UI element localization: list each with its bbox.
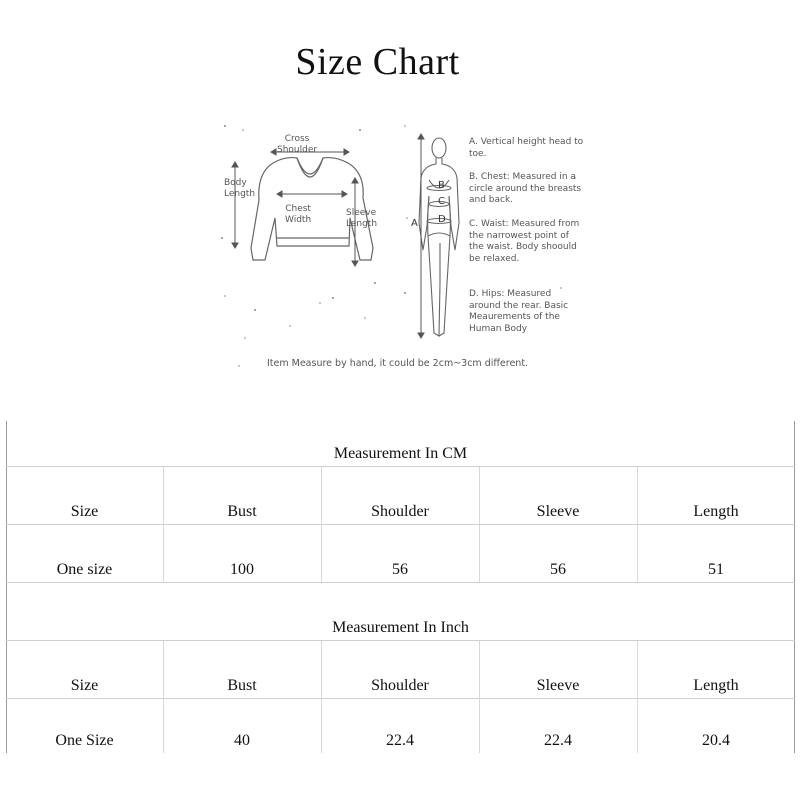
note-b: B. Chest: Measured in a circle around the breasts and back. [469, 172, 582, 205]
inch-heading: Measurement In Inch [332, 619, 469, 636]
cm-heading: Measurement In CM [333, 445, 468, 462]
cross-shoulder-label: Cross Shoulder [277, 134, 318, 155]
inch-row-length: 20.4 [702, 732, 730, 749]
cm-col-size: Size [70, 503, 99, 520]
cm-row-shoulder: 56 [392, 561, 408, 578]
chest-width-label: Chest Width [285, 204, 312, 225]
measurement-grid [6, 421, 795, 753]
page-title: Size Chart [295, 41, 460, 83]
inch-row-sleeve: 22.4 [544, 732, 572, 749]
inch-col-size: Size [70, 677, 99, 694]
body-letter-c: C [438, 196, 445, 207]
inch-row-bust: 40 [234, 732, 250, 749]
cm-col-sleeve: Sleeve [536, 503, 580, 520]
body-letter-d: D [438, 214, 446, 225]
inch-row-shoulder: 22.4 [386, 732, 414, 749]
note-c: C. Waist: Measured from the narrowest point of the waist. Body shoould be relaxed. [469, 219, 580, 264]
note-a: A. Vertical height head to toe. [469, 137, 584, 159]
cm-col-length: Length [693, 503, 739, 520]
cm-col-bust: Bust [227, 503, 257, 520]
cm-col-shoulder: Shoulder [371, 503, 429, 520]
cm-row-size: One size [56, 561, 113, 578]
body-letter-b: B [438, 180, 445, 191]
sleeve-length-label: Sleeve Length [346, 208, 378, 229]
note-d: D. Hips: Measured around the rear. Basic Meaurements of the Human Body [469, 289, 569, 334]
body-letter-a: A [411, 218, 418, 229]
inch-col-shoulder: Shoulder [371, 677, 429, 694]
inch-row-size: One Size [55, 732, 114, 749]
cm-row-bust: 100 [230, 561, 254, 578]
inch-col-bust: Bust [227, 677, 257, 694]
measure-caption: Item Measure by hand, it could be 2cm~3cm different. [267, 358, 529, 369]
cm-row-sleeve: 56 [550, 561, 566, 578]
inch-col-sleeve: Sleeve [536, 677, 580, 694]
inch-col-length: Length [693, 677, 739, 694]
measurement-illustration [215, 118, 590, 378]
body-length-label: Body Length [224, 178, 256, 199]
cm-row-length: 51 [708, 561, 724, 578]
